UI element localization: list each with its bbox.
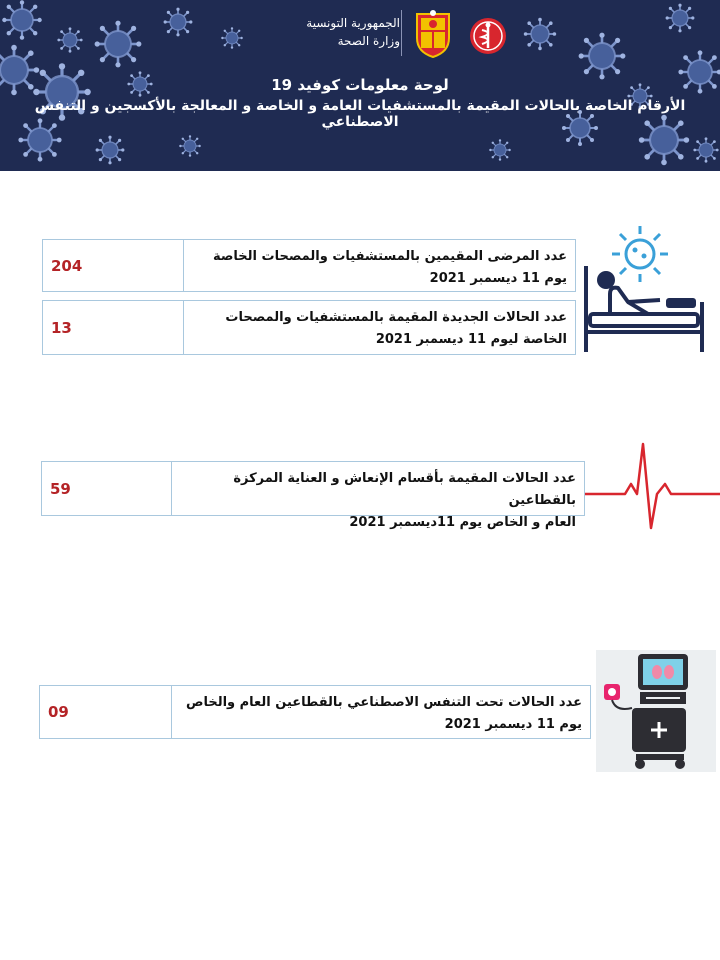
stat-row-icu bbox=[41, 461, 585, 530]
government-heading bbox=[260, 14, 400, 50]
stat-label-line1: عدد الحالات تحت التنفس الاصطناعي بالقطاعين العام والخاص bbox=[185, 695, 582, 710]
stat-label bbox=[172, 462, 584, 530]
republic-label: الجمهورية التونسية bbox=[306, 16, 400, 30]
dashboard-title: لوحة معلومات كوفيد 19 bbox=[271, 76, 449, 94]
health-ministry-logo-icon bbox=[468, 16, 508, 56]
stat-label-line2: يوم 11 ديسمبر 2021 bbox=[444, 717, 582, 732]
header-banner bbox=[0, 0, 720, 171]
header-divider bbox=[401, 10, 402, 56]
stat-label-line1: عدد المرضى المقيمين بالمستشفيات والمصحات الخاصة bbox=[212, 249, 567, 264]
stat-label-line2: الخاصة ليوم 11 ديسمبر 2021 bbox=[375, 332, 567, 347]
stat-label-line1: عدد الحالات المقيمة بأقسام الإنعاش و العناية المركزة بالقطاعين bbox=[233, 471, 576, 508]
stat-value: 204 bbox=[43, 240, 184, 291]
stat-row-new-admissions bbox=[42, 300, 576, 355]
ventilator-icon bbox=[596, 650, 716, 772]
stat-label-line2: يوم 11 ديسمبر 2021 bbox=[429, 271, 567, 286]
tunisia-emblem-icon bbox=[414, 10, 452, 58]
heartbeat-icon bbox=[585, 440, 720, 532]
stat-value: 13 bbox=[43, 301, 184, 354]
stat-row-hospitalized bbox=[42, 239, 576, 292]
stat-row-ventilation bbox=[39, 685, 591, 739]
ministry-label: وزارة الصحة bbox=[337, 34, 400, 48]
hospital-bed-icon bbox=[582, 222, 706, 354]
stat-label-line2: العام و الخاص يوم 11ديسمبر 2021 bbox=[349, 515, 576, 530]
stat-label bbox=[184, 240, 575, 291]
stat-label bbox=[184, 301, 575, 354]
stat-label-line1: عدد الحالات الجديدة المقيمة بالمستشفيات والمصحات bbox=[225, 310, 567, 325]
stat-label bbox=[172, 686, 590, 738]
stat-value: 09 bbox=[40, 686, 172, 738]
stat-value: 59 bbox=[42, 462, 172, 515]
dashboard-subtitle: الأرقام الخاصة بالحالات المقيمة بالمستشفيات العامة و الخاصة و المعالجة بالأكسجين و التنفس الاصطناعي bbox=[34, 98, 686, 130]
